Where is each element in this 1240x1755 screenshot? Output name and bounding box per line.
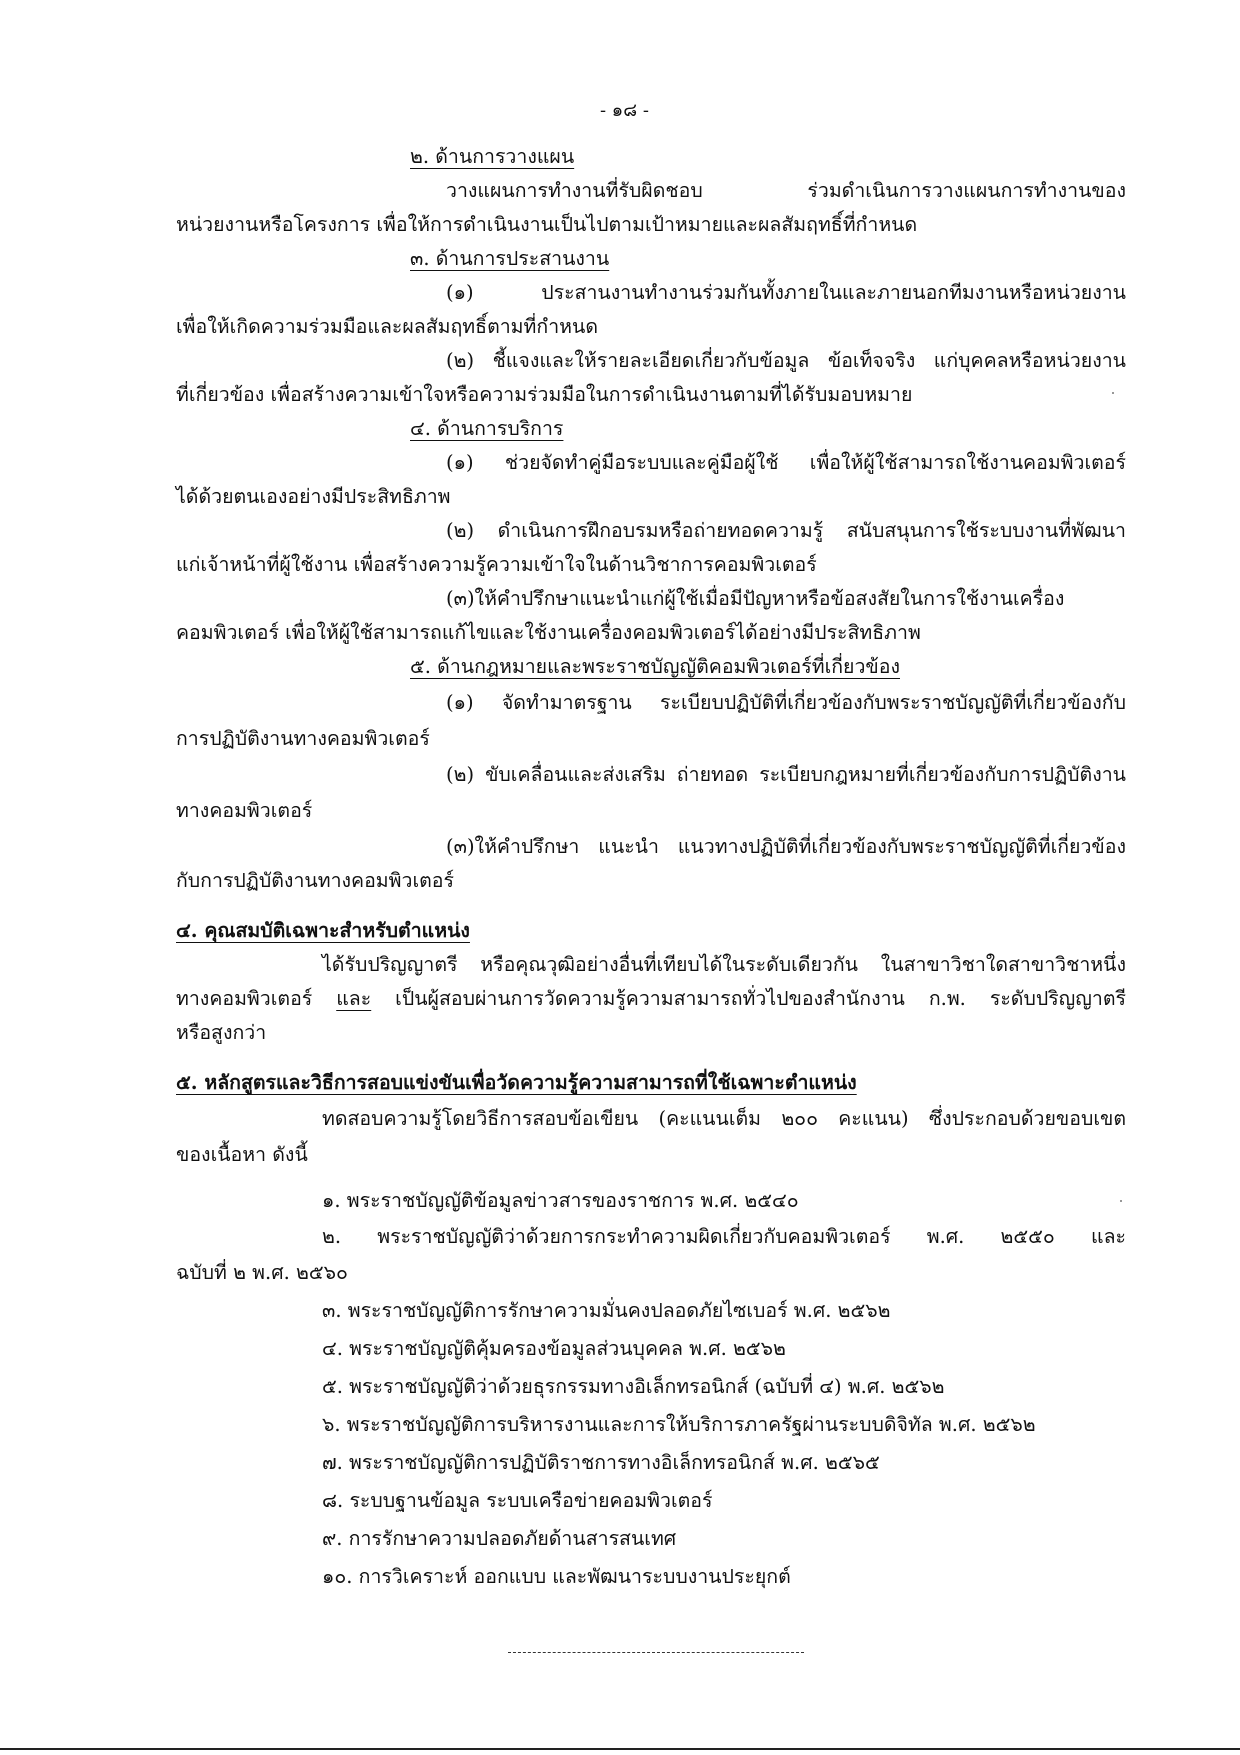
- end-divider: [508, 1652, 804, 1653]
- planning-line-2: หน่วยงานหรือโครงการ เพื่อให้การดำเนินงานเป็นไปตามเป้าหมายและผลสัมฤทธิ์ที่กำหนด: [176, 213, 918, 236]
- qualifications-and-emphasis: และ: [336, 987, 372, 1010]
- service-item-3-line-1: (๓)ให้คำปรึกษาแนะนำแก่ผู้ใช้เมื่อมีปัญหาหรือข้อสงสัยในการใช้งานเครื่อง: [446, 587, 1065, 610]
- coordination-item-1-line-1: (๑) ประสานงานทำงานร่วมกันทั้งภายในและภายนอกทีมงานหรือหน่วยงาน: [446, 281, 1126, 304]
- qualifications-line-2: [176, 984, 1126, 1014]
- coordination-item-2-line-2: ที่เกี่ยวข้อง เพื่อสร้างความเข้าใจหรือความร่วมมือในการดำเนินงานตามที่ได้รับมอบหมาย: [176, 383, 913, 406]
- law-item-1-line-2: การปฏิบัติงานทางคอมพิวเตอร์: [176, 727, 430, 750]
- page-bottom-rule: [0, 1748, 1240, 1750]
- page-number: - ๑๘ -: [600, 100, 649, 121]
- qualifications-line-3: หรือสูงกว่า: [176, 1021, 267, 1044]
- service-item-1-line-1: (๑) ช่วยจัดทำคู่มือระบบและคู่มือผู้ใช้ เพื่อให้ผู้ใช้สามารถใช้งานคอมพิวเตอร์: [446, 451, 1126, 474]
- qualifications-heading: ๔. คุณสมบัติเฉพาะสำหรับตำแหน่ง: [176, 919, 470, 942]
- scan-speck: [1112, 392, 1114, 394]
- planning-line-1: วางแผนการทำงานที่รับผิดชอบ ร่วมดำเนินการวางแผนการทำงานของ: [446, 179, 1126, 202]
- planning-heading: ๒. ด้านการวางแผน: [410, 145, 575, 168]
- exam-topic: ๑๐. การวิเคราะห์ ออกแบบ และพัฒนาระบบงานประยุกต์: [322, 1565, 791, 1588]
- qualifications-line-2-end: เป็นผู้สอบผ่านการวัดความรู้ความสามารถทั่วไปของสำนักงาน ก.พ. ระดับปริญญาตรี: [371, 987, 1126, 1010]
- exam-heading: ๕. หลักสูตรและวิธีการสอบแข่งขันเพื่อวัดความรู้ความสามารถที่ใช้เฉพาะตำแหน่ง: [176, 1071, 857, 1094]
- exam-topic: ๕. พระราชบัญญัติว่าด้วยธุรกรรมทางอิเล็กทรอนิกส์ (ฉบับที่ ๔) พ.ศ. ๒๕๖๒: [322, 1375, 945, 1398]
- law-item-2-line-2: ทางคอมพิวเตอร์: [176, 799, 313, 822]
- law-item-2-line-1: (๒) ขับเคลื่อนและส่งเสริม ถ่ายทอด ระเบียบกฎหมายที่เกี่ยวข้องกับการปฏิบัติงาน: [446, 763, 1126, 786]
- service-item-1-line-2: ได้ด้วยตนเองอย่างมีประสิทธิภาพ: [176, 485, 451, 508]
- exam-topic: ๓. พระราชบัญญัติการรักษาความมั่นคงปลอดภัยไซเบอร์ พ.ศ. ๒๕๖๒: [322, 1299, 891, 1322]
- coordination-heading: ๓. ด้านการประสานงาน: [410, 247, 610, 270]
- law-item-3-line-2: กับการปฏิบัติงานทางคอมพิวเตอร์: [176, 869, 454, 892]
- exam-topic: ๘. ระบบฐานข้อมูล ระบบเครือข่ายคอมพิวเตอร์: [322, 1489, 713, 1512]
- exam-topic: ๙. การรักษาความปลอดภัยด้านสารสนเทศ: [322, 1527, 677, 1550]
- qualifications-line-2-start: ทางคอมพิวเตอร์: [176, 987, 337, 1010]
- service-item-3-line-2: คอมพิวเตอร์ เพื่อให้ผู้ใช้สามารถแก้ไขและใช้งานเครื่องคอมพิวเตอร์ได้อย่างมีประสิทธิภาพ: [176, 621, 921, 644]
- service-heading: ๔. ด้านการบริการ: [410, 417, 564, 440]
- scan-speck: [1120, 1200, 1122, 1202]
- exam-topic-continuation: ฉบับที่ ๒ พ.ศ. ๒๕๖๐: [176, 1261, 348, 1284]
- coordination-item-2-line-1: (๒) ชี้แจงและให้รายละเอียดเกี่ยวกับข้อมูล ข้อเท็จจริง แก่บุคคลหรือหน่วยงาน: [446, 349, 1126, 372]
- qualifications-line-1: ได้รับปริญญาตรี หรือคุณวุฒิอย่างอื่นที่เทียบได้ในระดับเดียวกัน ในสาขาวิชาใดสาขาวิชาหนึ่ง: [322, 953, 1126, 976]
- law-item-3-line-1: (๓)ให้คำปรึกษา แนะนำ แนวทางปฏิบัติที่เกี่ยวข้องกับพระราชบัญญัติที่เกี่ยวข้อง: [446, 835, 1126, 858]
- law-heading: ๕. ด้านกฎหมายและพระราชบัญญัติคอมพิวเตอร์ที่เกี่ยวข้อง: [410, 655, 900, 678]
- service-item-2-line-2: แก่เจ้าหน้าที่ผู้ใช้งาน เพื่อสร้างความรู้ความเข้าใจในด้านวิชาการคอมพิวเตอร์: [176, 553, 817, 576]
- exam-topic: ๑. พระราชบัญญัติข้อมูลข่าวสารของราชการ พ.ศ. ๒๕๔๐: [322, 1189, 799, 1212]
- exam-topic: ๔. พระราชบัญญัติคุ้มครองข้อมูลส่วนบุคคล พ.ศ. ๒๕๖๒: [322, 1337, 786, 1360]
- exam-topic: ๒. พระราชบัญญัติว่าด้วยการกระทำความผิดเกี่ยวกับคอมพิวเตอร์ พ.ศ. ๒๕๕๐ และ: [322, 1225, 1126, 1248]
- law-item-1-line-1: (๑) จัดทำมาตรฐาน ระเบียบปฏิบัติที่เกี่ยวข้องกับพระราชบัญญัติที่เกี่ยวข้องกับ: [446, 691, 1126, 714]
- exam-intro-line-1: ทดสอบความรู้โดยวิธีการสอบข้อเขียน (คะแนนเต็ม ๒๐๐ คะแนน) ซึ่งประกอบด้วยขอบเขต: [322, 1107, 1126, 1130]
- coordination-item-1-line-2: เพื่อให้เกิดความร่วมมือและผลสัมฤทธิ์ตามที่กำหนด: [176, 315, 598, 338]
- service-item-2-line-1: (๒) ดำเนินการฝึกอบรมหรือถ่ายทอดความรู้ สนับสนุนการใช้ระบบงานที่พัฒนา: [446, 519, 1126, 542]
- exam-topic: ๖. พระราชบัญญัติการบริหารงานและการให้บริการภาครัฐผ่านระบบดิจิทัล พ.ศ. ๒๕๖๒: [322, 1413, 1036, 1436]
- exam-intro-line-2: ของเนื้อหา ดังนี้: [176, 1143, 308, 1166]
- exam-topic: ๗. พระราชบัญญัติการปฏิบัติราชการทางอิเล็กทรอนิกส์ พ.ศ. ๒๕๖๕: [322, 1451, 880, 1474]
